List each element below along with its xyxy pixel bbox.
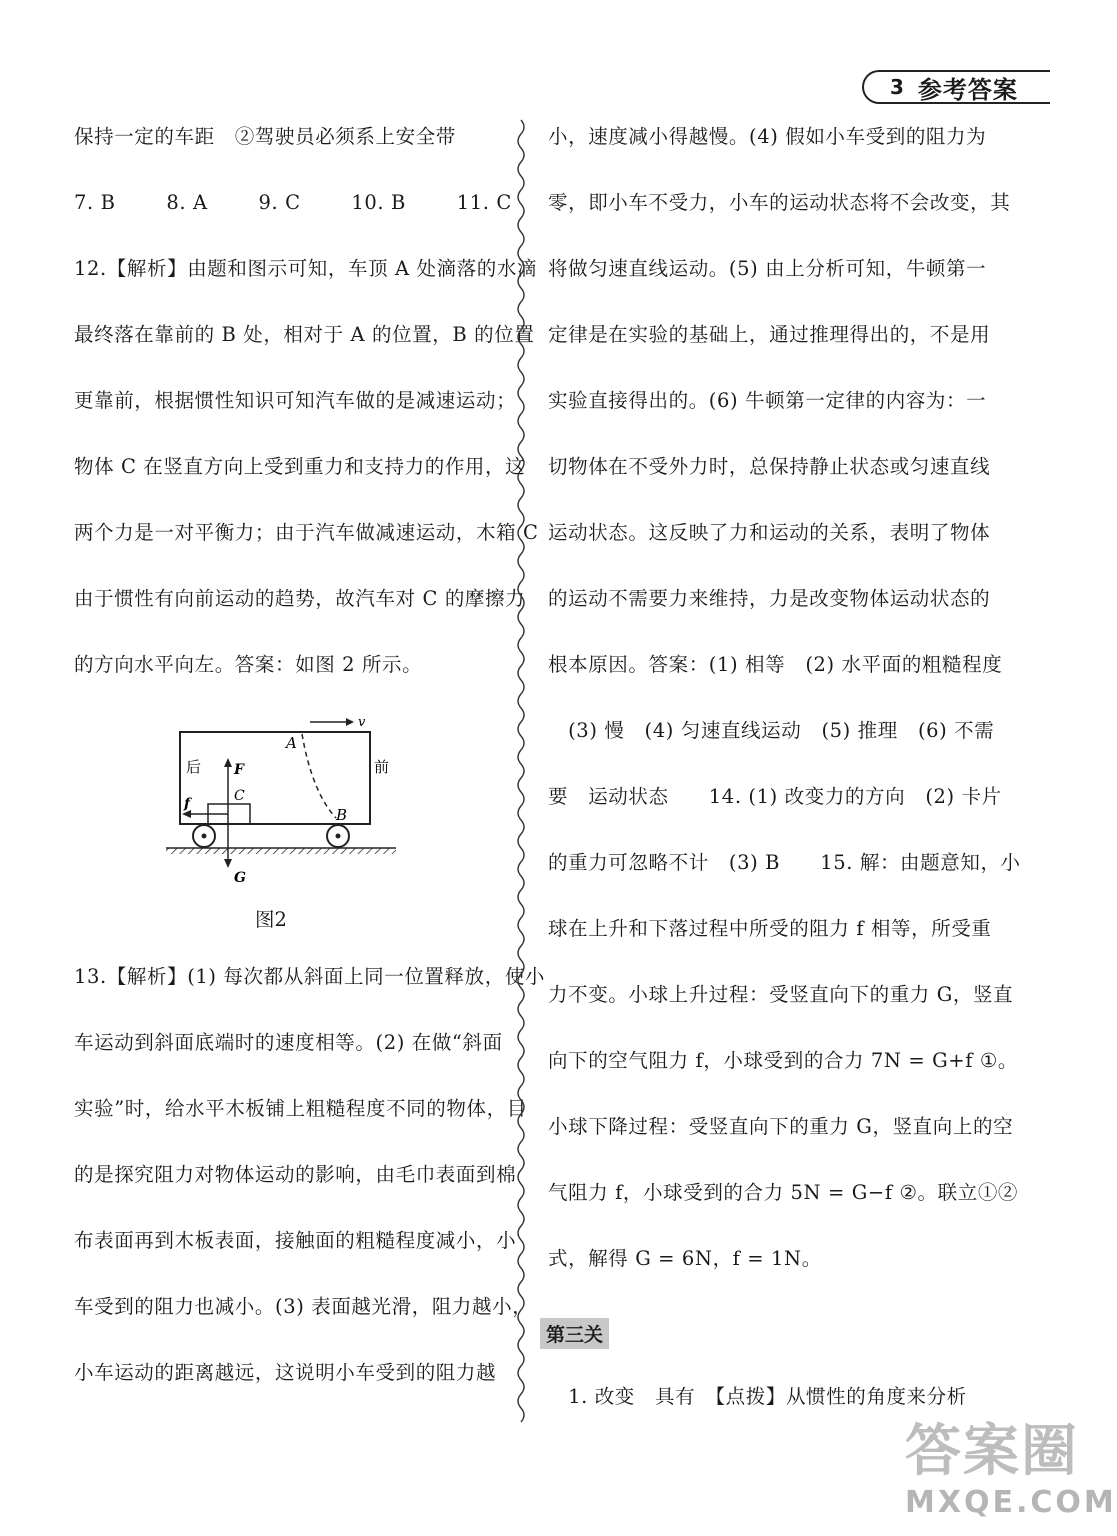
label-a: A — [286, 734, 297, 752]
ground-hatch — [166, 848, 396, 854]
text-line: 布表面再到木板表面，接触面的粗糙程度减小，小 — [74, 1229, 517, 1252]
text-line: 最终落在靠前的 B 处，相对于 A 的位置，B 的位置 — [74, 323, 535, 346]
text-line: 12.【解析】由题和图示可知，车顶 A 处滴落的水滴 — [74, 257, 538, 280]
section-badge: 第三关 — [540, 1318, 609, 1349]
answer-item: 10. B — [351, 191, 406, 214]
drop-path — [302, 734, 336, 818]
text-line: 力不变。小球上升过程：受竖直向下的重力 G，竖直 — [548, 983, 1014, 1006]
text-line: 物体 C 在竖直方向上受到重力和支持力的作用，这 — [74, 455, 526, 478]
velocity-arrowhead — [346, 718, 354, 726]
answer-item: 11. C — [456, 191, 512, 214]
page-header — [862, 70, 1050, 104]
rear-wheel-hub — [202, 834, 207, 839]
text-line: 13.【解析】(1) 每次都从斜面上同一位置释放，使小 — [74, 965, 546, 988]
figure-2 — [160, 712, 400, 892]
text-line: 实验”时，给水平木板铺上粗糙程度不同的物体，目 — [74, 1097, 527, 1120]
text-line: 切物体在不受外力时，总保持静止状态或匀速直线 — [548, 455, 991, 478]
left-column-lower — [74, 950, 546, 1412]
text-line: 根本原因。答案：(1) 相等 (2) 水平面的粗糙程度 — [548, 653, 1003, 676]
text-line: 车受到的阻力也减小。(3) 表面越光滑，阻力越小， — [74, 1295, 533, 1318]
page-number: 3 — [890, 75, 904, 99]
column-divider — [510, 120, 532, 1410]
answers-row — [74, 176, 512, 242]
left-column — [74, 110, 539, 704]
text-line: 运动状态。这反映了力和运动的关系，表明了物体 — [548, 521, 991, 544]
text-line: 车运动到斜面底端时的速度相等。(2) 在做“斜面 — [74, 1031, 503, 1054]
header-title: 参考答案 — [917, 75, 1018, 104]
watermark-big: 答案圈 — [905, 1419, 1079, 1484]
text-line: 保持一定的车距 ②驾驶员必须系上安全带 — [74, 125, 456, 148]
text-line: 的重力可忽略不计 (3) B 15. 解：由题意知，小 — [548, 851, 1021, 874]
label-c: C — [234, 788, 245, 804]
text-line: 的运动不需要力来维持，力是改变物体运动状态的 — [548, 587, 991, 610]
label-force-f: F — [234, 762, 244, 778]
wavy-line — [518, 120, 524, 1422]
answer-item: 8. A — [166, 191, 208, 214]
text-line: 气阻力 f，小球受到的合力 5N = G−f ②。联立①② — [548, 1181, 1019, 1204]
label-force-g: G — [234, 870, 246, 886]
force-f-arrowhead — [224, 758, 232, 767]
text-line: 小，速度减小得越慢。(4) 假如小车受到的阻力为 — [548, 125, 987, 148]
text-line: 小球下降过程：受竖直向下的重力 G，竖直向上的空 — [548, 1115, 1014, 1138]
force-g-arrowhead — [224, 859, 232, 868]
text-line: 由于惯性有向前运动的趋势，故汽车对 C 的摩擦力 — [74, 587, 526, 610]
text-line: 两个力是一对平衡力；由于汽车做减速运动，木箱 C — [74, 521, 539, 544]
watermark-small: MXQE.COM — [905, 1485, 1117, 1520]
front-wheel-hub — [336, 834, 341, 839]
text-line: 更靠前，根据惯性知识可知汽车做的是减速运动； — [74, 389, 517, 412]
label-friction: f — [184, 796, 191, 812]
answer-item: 7. B — [74, 191, 116, 214]
velocity-label: v — [358, 715, 366, 730]
right-column — [548, 110, 1021, 1298]
text-line: 定律是在实验的基础上，通过推理得出的，不是用 — [548, 323, 991, 346]
label-b: B — [336, 806, 348, 824]
text-line: 实验直接得出的。(6) 牛顿第一定律的内容为：一 — [548, 389, 987, 412]
text-line: 的方向水平向左。答案：如图 2 所示。 — [74, 653, 423, 676]
text-line: 的是探究阻力对物体运动的影响，由毛巾表面到棉 — [74, 1163, 517, 1186]
car-diagram — [160, 712, 400, 892]
text-line: 小车运动的距离越远，这说明小车受到的阻力越 — [74, 1361, 497, 1384]
text-line: 式，解得 G = 6N，f = 1N。 — [548, 1247, 822, 1270]
text-line: 向下的空气阻力 f，小球受到的合力 7N = G+f ①。 — [548, 1049, 1019, 1072]
text-line: 将做匀速直线运动。(5) 由上分析可知，牛顿第一 — [548, 257, 987, 280]
text-line: 1. 改变 具有 【点拨】从惯性的角度来分析 — [548, 1385, 967, 1408]
label-back: 后 — [186, 758, 202, 776]
text-line: 球在上升和下落过程中所受的阻力 f 相等，所受重 — [548, 917, 992, 940]
text-line: 零，即小车不受力，小车的运动状态将不会改变，其 — [548, 191, 1011, 214]
figure-caption: 图2 — [255, 908, 287, 931]
text-line: 要 运动状态 14. (1) 改变力的方向 (2) 卡片 — [548, 785, 1002, 808]
label-front: 前 — [374, 758, 390, 776]
answer-item: 9. C — [258, 191, 301, 214]
text-line: (3) 慢 (4) 匀速直线运动 (5) 推理 (6) 不需 — [548, 719, 995, 742]
watermark-logo — [905, 1419, 1117, 1530]
